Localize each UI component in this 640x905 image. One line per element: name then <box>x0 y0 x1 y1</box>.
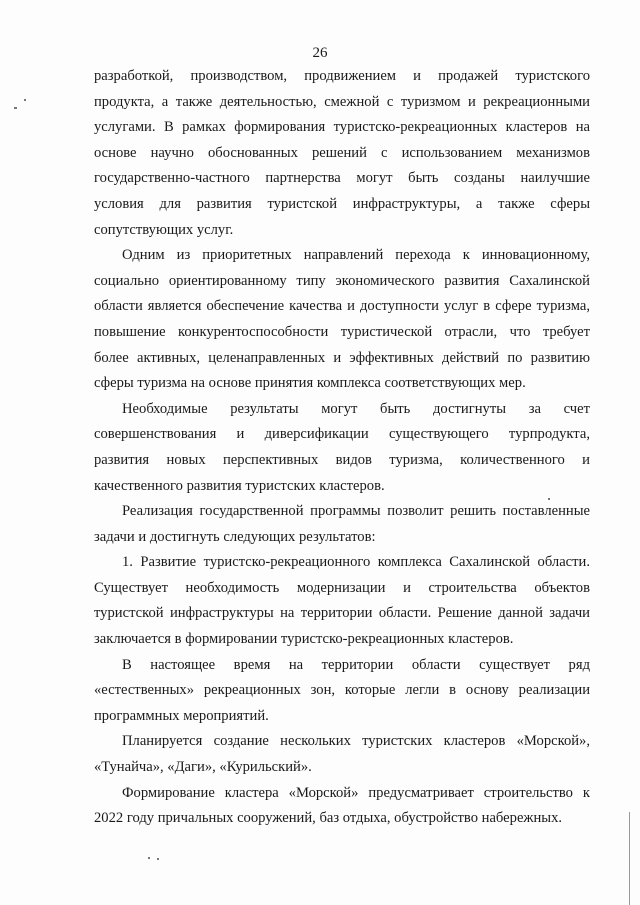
text-line: основе научно обоснованных решений с использованием механизмов <box>94 144 590 161</box>
text-line: социально ориентированному типу экономического развития Сахалинской <box>94 272 590 289</box>
text-line: заключается в формировании туристско-рекреационных кластеров. <box>94 631 514 648</box>
body-text <box>94 64 590 832</box>
text-line: качественного развития туристских кластеров. <box>94 477 385 494</box>
text-line: продукта, а также деятельностью, смежной с туризмом и рекреационными <box>94 93 590 110</box>
text-line: программных мероприятий. <box>94 707 269 724</box>
text-line: более активных, целенаправленных и эффективных действий по развитию <box>94 349 590 366</box>
text-line: области является обеспечение качества и доступности услуг в сфере туризма, <box>94 298 590 315</box>
text-line: Реализация государственной программы позволит решить поставленные <box>122 503 590 520</box>
scan-speck <box>148 857 150 859</box>
scan-speck <box>548 498 550 500</box>
scan-edge-line <box>629 812 630 905</box>
text-line: «Тунайча», «Даги», «Курильский». <box>94 759 312 776</box>
text-line: 1. Развитие туристско-рекреационного комплекса Сахалинской области. <box>122 554 590 571</box>
text-line: Одним из приоритетных направлений перехода к инновационному, <box>122 247 590 264</box>
text-line: совершенствования и диверсификации существующего турпродукта, <box>94 426 590 443</box>
scan-speck <box>24 99 26 101</box>
text-line: туристской инфраструктуры на территории области. Решение данной задачи <box>94 605 590 622</box>
scan-speck <box>157 858 159 860</box>
text-line: разработкой, производством, продвижением и продажей туристского <box>94 68 590 84</box>
text-line: условия для развития туристской инфраструктуры, а также сферы <box>94 195 590 212</box>
text-line: задачи и достигнуть следующих результатов: <box>94 528 376 545</box>
text-line: В настоящее время на территории области существует ряд <box>122 656 590 673</box>
text-line: Планируется создание нескольких туристских кластеров «Морской», <box>122 733 590 750</box>
text-line: «естественных» рекреационных зон, которые легли в основу реализации <box>94 682 590 699</box>
text-line: Необходимые результаты могут быть достигнуты за счет <box>122 400 590 417</box>
text-line: 2022 году причальных сооружений, баз отдыха, обустройство набережных. <box>94 810 563 827</box>
text-line: сферы туризма на основе принятия комплекса соответствующих мер. <box>94 375 526 392</box>
scan-speck <box>14 107 17 109</box>
text-line: повышение конкурентоспособности туристической отрасли, что требует <box>94 323 590 340</box>
text-line: услугами. В рамках формирования туристско-рекреационных кластеров на <box>94 119 590 136</box>
text-line: Формирование кластера «Морской» предусматривает строительство к <box>122 784 590 801</box>
text-line: Существует необходимость модернизации и строительства объектов <box>94 579 590 596</box>
text-line: развития новых перспективных видов туризма, количественного и <box>94 451 590 468</box>
text-line: сопутствующих услуг. <box>94 221 234 238</box>
text-line: государственно-частного партнерства могут быть созданы наилучшие <box>94 170 590 187</box>
page-number: 26 <box>312 45 328 61</box>
